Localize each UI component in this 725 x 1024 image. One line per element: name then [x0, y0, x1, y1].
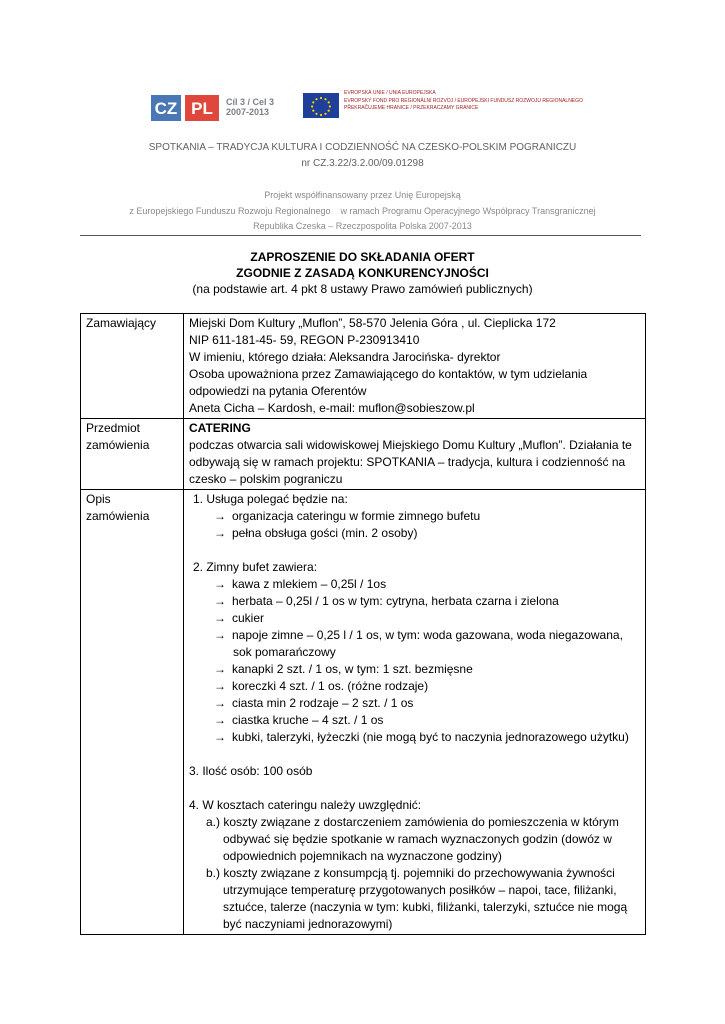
divider: [80, 235, 641, 236]
przedmiot-cell: [184, 419, 646, 490]
opis-label: [81, 490, 184, 935]
item-text: cukier: [232, 611, 265, 625]
point-4-a: a.) koszty związane z dostarczeniem zamówienia do pomieszczenia w którym odbywać się będzie spotkanie w ramach wyznaczonych godzin (dowóz w odpowiednich pojemnikach na wyznaczone godziny): [206, 815, 619, 863]
point-3: 3. Ilość osób: 100 osób: [189, 764, 313, 778]
cofinance-line-2: z Europejskiego Funduszu Rozwoju Regionalnego w ramach Programu Operacyjnego Współpracy Transgranicznej: [129, 206, 596, 216]
list-item: [214, 593, 640, 610]
list-item: [214, 661, 640, 678]
eu-flag-icon: [303, 93, 339, 118]
point-4-b: b.) koszty związane z konsumpcją tj. pojemniki do przechowywania żywności utrzymujące temperaturę przygotowanych posiłków – napoi, tace, filiżanki, sztućce, talerze (naczynia w tym: kubki, filiżanki, talerzyki, sztućce nie mogą być naczyniami jednorazowymi): [206, 866, 628, 931]
arrow-icon: →: [214, 611, 226, 625]
program-line-1: Cíl 3 / Cel 3: [226, 97, 275, 107]
opis-cell: [184, 490, 646, 935]
project-title: SPOTKANIA – TRADYCJA KULTURA I CODZIENNOŚĆ NA CZESKO-POLSKIM POGRANICZU: [148, 142, 577, 153]
item-text: pełna obsługa gości (min. 2 osoby): [232, 526, 418, 540]
item-text: ciastka kruche – 4 szt. / 1 os: [232, 713, 384, 727]
label-line: zamówienia: [86, 438, 150, 452]
zamawiajacy-cell: [184, 314, 646, 419]
subject-text: podczas otwarcia sali widowiskowej Miejskiego Domu Kultury „Muflon”. Działania te odbywają się w ramach projektu: SPOTKANIA – tradycja, kultura i codzienność na czesko – polskim pograniczu: [189, 438, 632, 486]
arrow-icon: →: [214, 662, 226, 676]
point-2: 2. Zimny bufet zawiera:: [193, 560, 318, 574]
list-item: [214, 576, 640, 593]
table-row: [81, 419, 646, 490]
list-item: [214, 695, 640, 712]
orderer-line: Miejski Dom Kultury „Muflon”, 58-570 Jelenia Góra , ul. Cieplicka 172: [189, 316, 556, 330]
point-1: 1. Usługa polegać będzie na:: [193, 492, 348, 506]
orderer-line: NIP 611-181-45- 59, REGON P-230913410: [189, 333, 420, 347]
table-row: [81, 314, 646, 419]
item-text: napoje zimne – 0,25 l / 1 os, w tym: woda gazowana, woda niegazowana, sok pomarańczowy: [232, 628, 623, 659]
cz-pl-logo: [151, 95, 223, 121]
subject-title: CATERING: [189, 421, 251, 435]
project-number: nr CZ.3.22/3.2.00/09.01298: [301, 158, 424, 169]
eu-line: EVROPSKÁ UNIE / UNIA EUROPEJSKA: [344, 90, 436, 96]
arrow-icon: →: [214, 713, 226, 727]
point-4: 4. W kosztach cateringu należy uwzględnić:: [189, 798, 422, 812]
arrow-icon: →: [214, 696, 226, 710]
item-text: organizacja cateringu w formie zimnego bufetu: [232, 509, 481, 523]
cofinance-line-1: Projekt współfinansowany przez Unię Europejską: [264, 190, 461, 200]
item-text: ciasta min 2 rodzaje – 2 szt. / 1 os: [232, 696, 414, 710]
item-text: kanapki 2 szt. / 1 os, w tym: 1 szt. bezmięsne: [232, 662, 473, 676]
table-row: [81, 490, 646, 935]
pl-text: PL: [191, 99, 213, 118]
list-item: [214, 525, 640, 542]
eu-fund-text: [344, 90, 583, 113]
arrow-icon: →: [214, 577, 226, 591]
cofinance-line-3: Republika Czeska – Rzeczpospolita Polska 2007-2013: [253, 221, 472, 231]
arrow-icon: →: [214, 594, 226, 608]
label-line: Przedmiot: [86, 421, 141, 435]
orderer-contact: Aneta Cicha – Kardosh, e-mail: muflon@sobieszow.pl: [189, 401, 475, 415]
doc-title-2: ZGODNIE Z ZASADĄ KONKURENCYJNOŚCI: [236, 266, 489, 280]
eu-line: EVROPSKÝ FOND PRO REGIONÁLNÍ ROZVOJ / EUROPEJSKI FUNDUSZ ROZWOJU REGIONALNEGO: [344, 97, 583, 104]
list-item: [214, 712, 640, 729]
list-item: [214, 678, 640, 695]
arrow-icon: →: [214, 509, 226, 523]
arrow-icon: →: [214, 628, 226, 642]
program-label: [226, 97, 274, 117]
arrow-icon: →: [214, 730, 226, 744]
list-item: [214, 627, 640, 661]
zamawiajacy-label: Zamawiający: [81, 314, 184, 419]
label-line: zamówienia: [86, 509, 150, 523]
list-item: [214, 508, 640, 525]
item-text: kubki, talerzyki, łyżeczki (nie mogą być to naczynia jednorazowego użytku): [232, 730, 629, 744]
list-item: [214, 610, 640, 627]
arrow-icon: →: [214, 679, 226, 693]
doc-subtitle: (na podstawie art. 4 pkt 8 ustawy Prawo zamówień publicznych): [192, 282, 533, 296]
orderer-line: W imieniu, którego działa: Aleksandra Jarocińska- dyrektor: [189, 350, 501, 364]
orderer-line: Osoba upoważniona przez Zamawiającego do kontaktów, w tym udzielania odpowiedzi na pytania Oferentów: [189, 367, 588, 398]
item-text: herbata – 0,25l / 1 os w tym: cytryna, herbata czarna i zielona: [232, 594, 559, 608]
eu-line: PŘEKRAČUJEME HRANICE / PRZEKRACZAMY GRANICE: [344, 105, 479, 112]
arrow-icon: →: [214, 526, 226, 540]
cz-text: CZ: [154, 99, 178, 118]
item-text: kawa z mlekiem – 0,25l / 1os: [232, 577, 387, 591]
przedmiot-label: [81, 419, 184, 490]
label-line: Opis: [86, 492, 111, 506]
logo-bar: [0, 89, 725, 123]
item-text: koreczki 4 szt. / 1 os. (różne rodzaje): [232, 679, 429, 693]
list-item: [214, 729, 640, 746]
doc-title-1: ZAPROSZENIE DO SKŁADANIA OFERT: [250, 250, 475, 264]
program-line-2: 2007-2013: [226, 107, 270, 117]
offer-table: [80, 313, 646, 935]
